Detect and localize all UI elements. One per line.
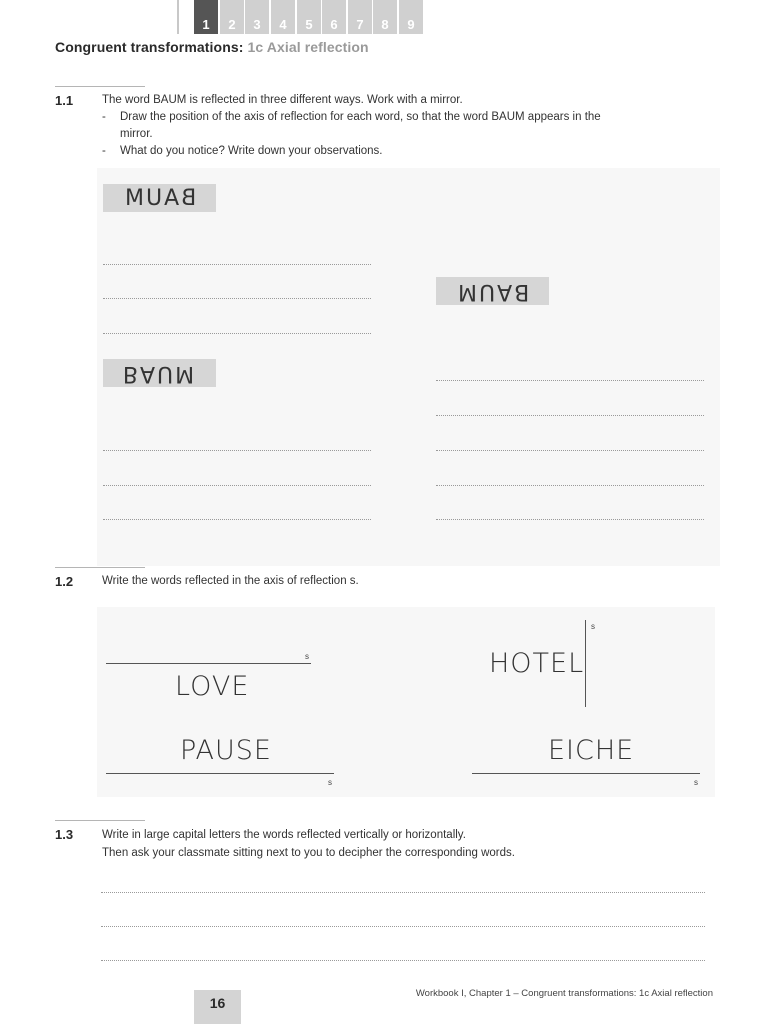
chapter-tab-7[interactable]: 7 — [348, 0, 372, 34]
footer-caption: Workbook I, Chapter 1 – Congruent transformations: 1c Axial reflection — [415, 988, 713, 999]
title-sub: 1c Axial reflection — [247, 39, 369, 55]
writing-line[interactable] — [101, 926, 705, 927]
section-number-1-3: 1.3 — [55, 827, 74, 842]
section-1-3-line-2: Then ask your classmate sitting next to you to decipher the corresponding words. — [102, 847, 515, 859]
axis-label-s: s — [694, 778, 698, 787]
section-1-1-bullet-1: Draw the position of the axis of reflection for each word, so that the word BAUM appears in the — [120, 111, 601, 123]
axis-label-s: s — [328, 778, 332, 787]
word-eiche: EICHE — [548, 735, 635, 766]
writing-line[interactable] — [101, 960, 705, 961]
writing-line[interactable] — [101, 892, 705, 893]
word-pause: PAUSE — [180, 735, 272, 766]
tab-bar-edge — [177, 0, 179, 34]
chapter-tab-2[interactable]: 2 — [220, 0, 244, 34]
chapter-tab-9[interactable]: 9 — [399, 0, 423, 34]
chapter-tab-8[interactable]: 8 — [373, 0, 397, 34]
axis-line-pause — [106, 773, 334, 774]
bullet-dash: - — [102, 145, 106, 157]
chapter-tab-1[interactable]: 1 — [194, 0, 218, 34]
word-love: LOVE — [175, 671, 250, 702]
chapter-tab-6[interactable]: 6 — [322, 0, 346, 34]
section-number-1-1: 1.1 — [55, 93, 74, 108]
section-rule-1-2 — [55, 567, 145, 568]
writing-line[interactable] — [436, 485, 704, 486]
exercise-1-2-panel — [97, 607, 715, 797]
axis-line-eiche — [472, 773, 700, 774]
chapter-tab-4[interactable]: 4 — [271, 0, 295, 34]
writing-line[interactable] — [436, 415, 704, 416]
writing-line[interactable] — [103, 519, 371, 520]
page-number: 16 — [194, 990, 241, 1024]
bullet-dash: - — [102, 111, 106, 123]
writing-line[interactable] — [436, 380, 704, 381]
writing-line[interactable] — [103, 333, 371, 334]
axis-label-s: s — [591, 622, 595, 631]
writing-line[interactable] — [103, 264, 371, 265]
reflected-word-text: BAUM — [455, 278, 530, 304]
writing-line[interactable] — [103, 485, 371, 486]
writing-line[interactable] — [103, 450, 371, 451]
writing-line[interactable] — [436, 450, 704, 451]
chapter-tab-3[interactable]: 3 — [245, 0, 269, 34]
reflected-word-vertical — [103, 359, 216, 387]
reflected-word-text: BAUM — [122, 360, 197, 386]
section-1-2-intro: Write the words reflected in the axis of reflection s. — [102, 575, 359, 587]
writing-line[interactable] — [103, 298, 371, 299]
reflected-word-rotated — [436, 277, 549, 305]
section-1-1-bullet-2: What do you notice? Write down your observations. — [120, 145, 383, 157]
page-title — [55, 39, 369, 55]
axis-label-s: s — [305, 652, 309, 661]
reflected-word-text: BAUM — [122, 185, 197, 211]
chapter-tab-5[interactable]: 5 — [297, 0, 321, 34]
section-rule-1-1 — [55, 86, 145, 87]
reflected-word-horizontal — [103, 184, 216, 212]
section-number-1-2: 1.2 — [55, 574, 74, 589]
section-1-1-bullet-1-cont: mirror. — [120, 128, 153, 140]
axis-line-hotel — [585, 620, 586, 707]
section-rule-1-3 — [55, 820, 145, 821]
writing-line[interactable] — [436, 519, 704, 520]
title-main: Congruent transformations: — [55, 39, 244, 55]
section-1-3-line-1: Write in large capital letters the words reflected vertically or horizontally. — [102, 829, 466, 841]
section-1-1-intro: The word BAUM is reflected in three different ways. Work with a mirror. — [102, 94, 463, 106]
word-hotel: HOTEL — [489, 648, 585, 679]
axis-line-love — [106, 663, 311, 664]
